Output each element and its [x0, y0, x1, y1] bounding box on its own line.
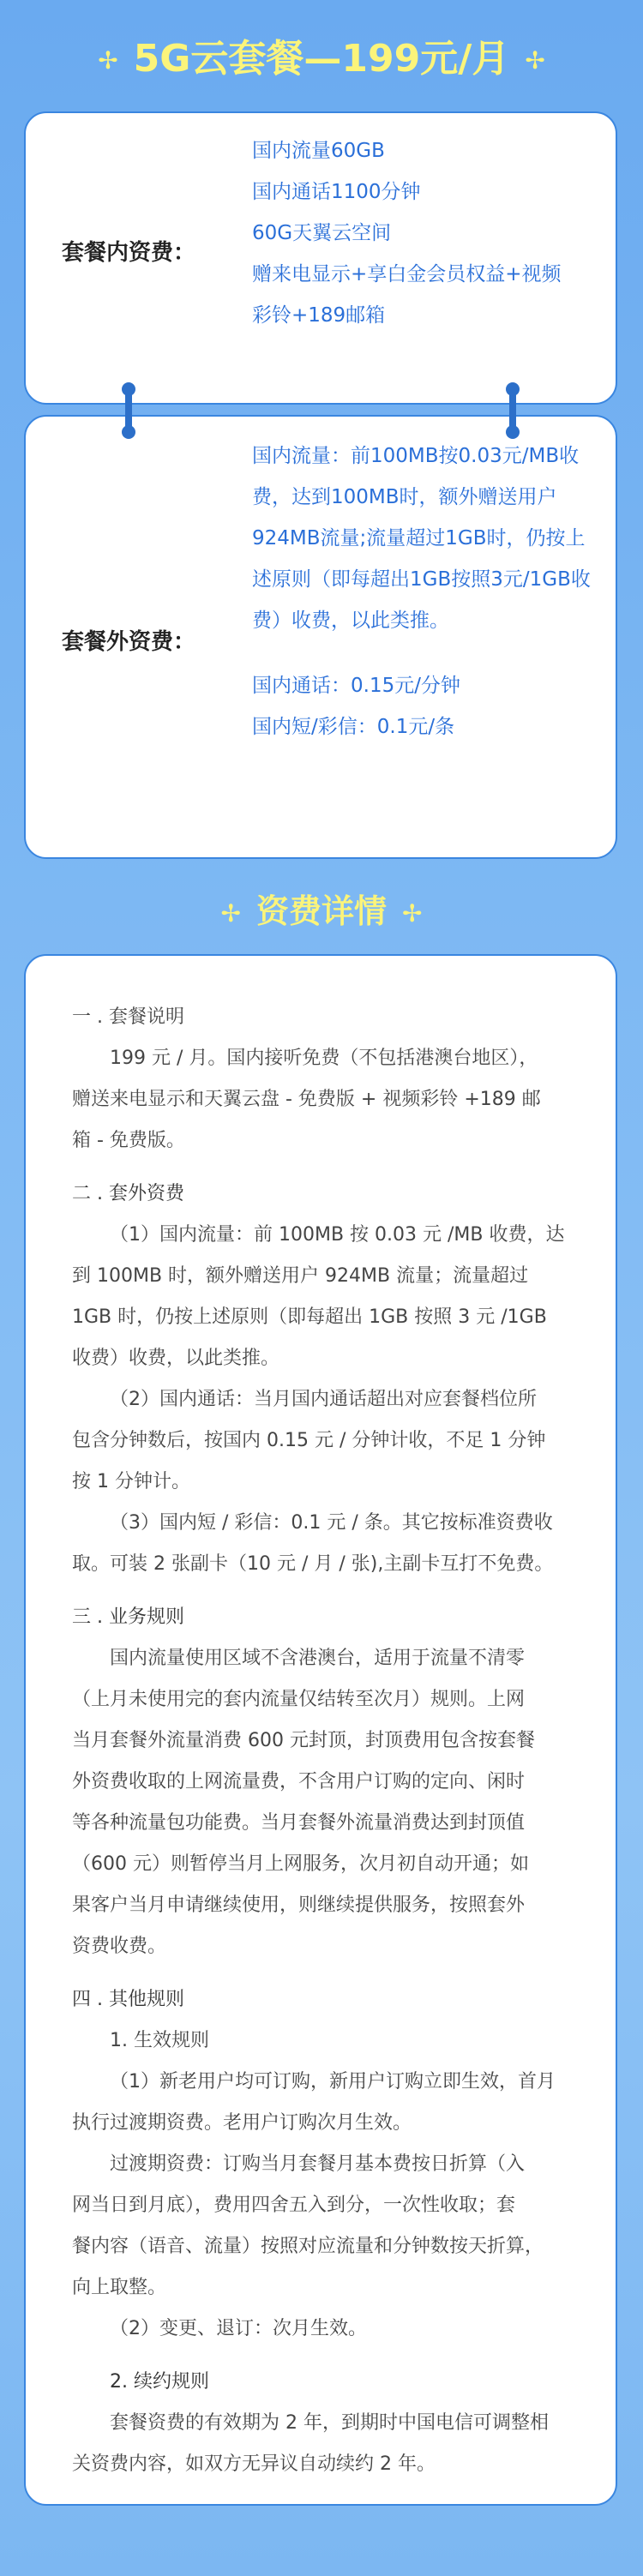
list-item: 60G天翼云空间 — [252, 222, 392, 244]
text-line: 套餐资费的有效期为 2 年，到期时中国电信可调整相 — [110, 2412, 549, 2434]
text-line: （3）国内短 / 彩信：0.1 元 / 条。其它按标准资费收 — [110, 1512, 553, 1534]
page-title: 5G云套餐—199元/月 — [133, 37, 510, 81]
sparkle-icon: ✢ — [525, 46, 545, 75]
binder-clip-icon — [509, 387, 516, 434]
sparkle-icon: ✢ — [220, 898, 241, 928]
text-line: 外资费收取的上网流量费，不含用户订购的定向、闲时 — [72, 1771, 526, 1792]
text-line: 箱 - 免费版。 — [72, 1130, 185, 1151]
extra-fees-label: 套餐外资费： — [62, 629, 196, 655]
text-line: 述原则（即每超出1GB按照3元/1GB收 — [252, 568, 591, 591]
text-line: 包含分钟数后，按国内 0.15 元 / 分钟计收，不足 1 分钟 — [72, 1430, 546, 1451]
text-line: 执行过渡期资费。老用户订购次月生效。 — [72, 2112, 412, 2134]
included-fees-label: 套餐内资费： — [62, 240, 196, 266]
text-line: （2）国内通话：当月国内通话超出对应套餐档位所 — [110, 1389, 537, 1410]
extra-fees-list — [252, 435, 604, 748]
section-title-banner — [0, 881, 643, 941]
details-text — [72, 997, 600, 2485]
text-line: 收费）收费，以此类推。 — [72, 1348, 280, 1369]
text-line: 国内流量使用区域不含港澳台，适用于流量不清零 — [110, 1648, 526, 1669]
list-item: 国内流量60GB — [252, 140, 385, 162]
list-item: 赠来电显示+享白金会员权益+视频 — [252, 263, 562, 285]
text-line: 国内通话：0.15元/分钟 — [252, 675, 460, 697]
text-line: 餐内容（语音、流量）按照对应流量和分钟数按天折算， — [72, 2236, 544, 2257]
details-card — [24, 954, 617, 2506]
text-line: 费，达到100MB时，额外赠送用户 — [252, 486, 557, 508]
text-line: 网当日到月底），费用四舍五入到分，一次性收取；套 — [72, 2195, 516, 2216]
text-line: 向上取整。 — [72, 2277, 167, 2298]
text-line: 果客户当月申请继续使用，则继续提供服务，按照套外 — [72, 1894, 526, 1916]
list-item: 彩铃+189邮箱 — [252, 304, 386, 327]
section-heading: 三 . 业务规则 — [72, 1606, 184, 1628]
list-item: 国内通话1100分钟 — [252, 181, 421, 203]
text-line: 过渡期资费：订购当月套餐月基本费按日折算（入 — [110, 2153, 526, 2175]
text-line: 等各种流量包功能费。当月套餐外流量消费达到封顶值 — [72, 1812, 526, 1834]
subsection-heading: 1. 生效规则 — [110, 2030, 209, 2051]
text-line: 当月套餐外流量消费 600 元封顶，封顶费用包含按套餐 — [72, 1730, 535, 1751]
included-fees-list — [252, 130, 595, 336]
text-line: （1）新老用户均可订购，新用户订购立即生效，首月 — [110, 2071, 556, 2093]
text-line: 赠送来电显示和天翼云盘 - 免费版 + 视频彩铃 +189 邮 — [72, 1089, 541, 1110]
section-heading: 四 . 其他规则 — [72, 1989, 184, 2010]
binder-clip-icon — [125, 387, 132, 434]
text-line: （2）变更、退订：次月生效。 — [110, 2318, 367, 2339]
text-line: 1GB 时，仍按上述原则（即每超出 1GB 按照 3 元 /1GB — [72, 1306, 547, 1328]
included-fees-card — [24, 111, 617, 405]
text-line: 国内短/彩信：0.1元/条 — [252, 716, 455, 738]
extra-fees-card — [24, 415, 617, 859]
text-line: 199 元 / 月。国内接听免费（不包括港澳台地区）， — [110, 1048, 538, 1069]
text-line: （1）国内流量：前 100MB 按 0.03 元 /MB 收费，达 — [110, 1224, 565, 1246]
text-line: 费）收费，以此类推。 — [252, 609, 449, 632]
text-line: （上月未使用完的套内流量仅结转至次月）规则。上网 — [72, 1689, 526, 1710]
section-title: 资费详情 — [255, 892, 387, 930]
sparkle-icon: ✢ — [402, 898, 423, 928]
section-heading: 二 . 套外资费 — [72, 1183, 184, 1204]
text-line: 到 100MB 时，额外赠送用户 924MB 流量；流量超过 — [72, 1265, 529, 1287]
sparkle-icon: ✢ — [98, 46, 118, 75]
page-title-banner — [0, 29, 643, 89]
subsection-heading: 2. 续约规则 — [110, 2371, 209, 2393]
section-heading: 一 . 套餐说明 — [72, 1006, 184, 1028]
text-line: 924MB流量;流量超过1GB时，仍按上 — [252, 527, 586, 549]
text-line: 取。可装 2 张副卡（10 元 / 月 / 张),主副卡互打不免费。 — [72, 1553, 554, 1575]
text-line: 关资费内容，如双方无异议自动续约 2 年。 — [72, 2453, 436, 2475]
text-line: 资费收费。 — [72, 1936, 167, 1957]
text-line: 按 1 分钟计。 — [72, 1471, 190, 1492]
text-line: （600 元）则暂停当月上网服务，次月初自动开通；如 — [72, 1853, 529, 1875]
text-line: 国内流量：前100MB按0.03元/MB收 — [252, 445, 580, 467]
